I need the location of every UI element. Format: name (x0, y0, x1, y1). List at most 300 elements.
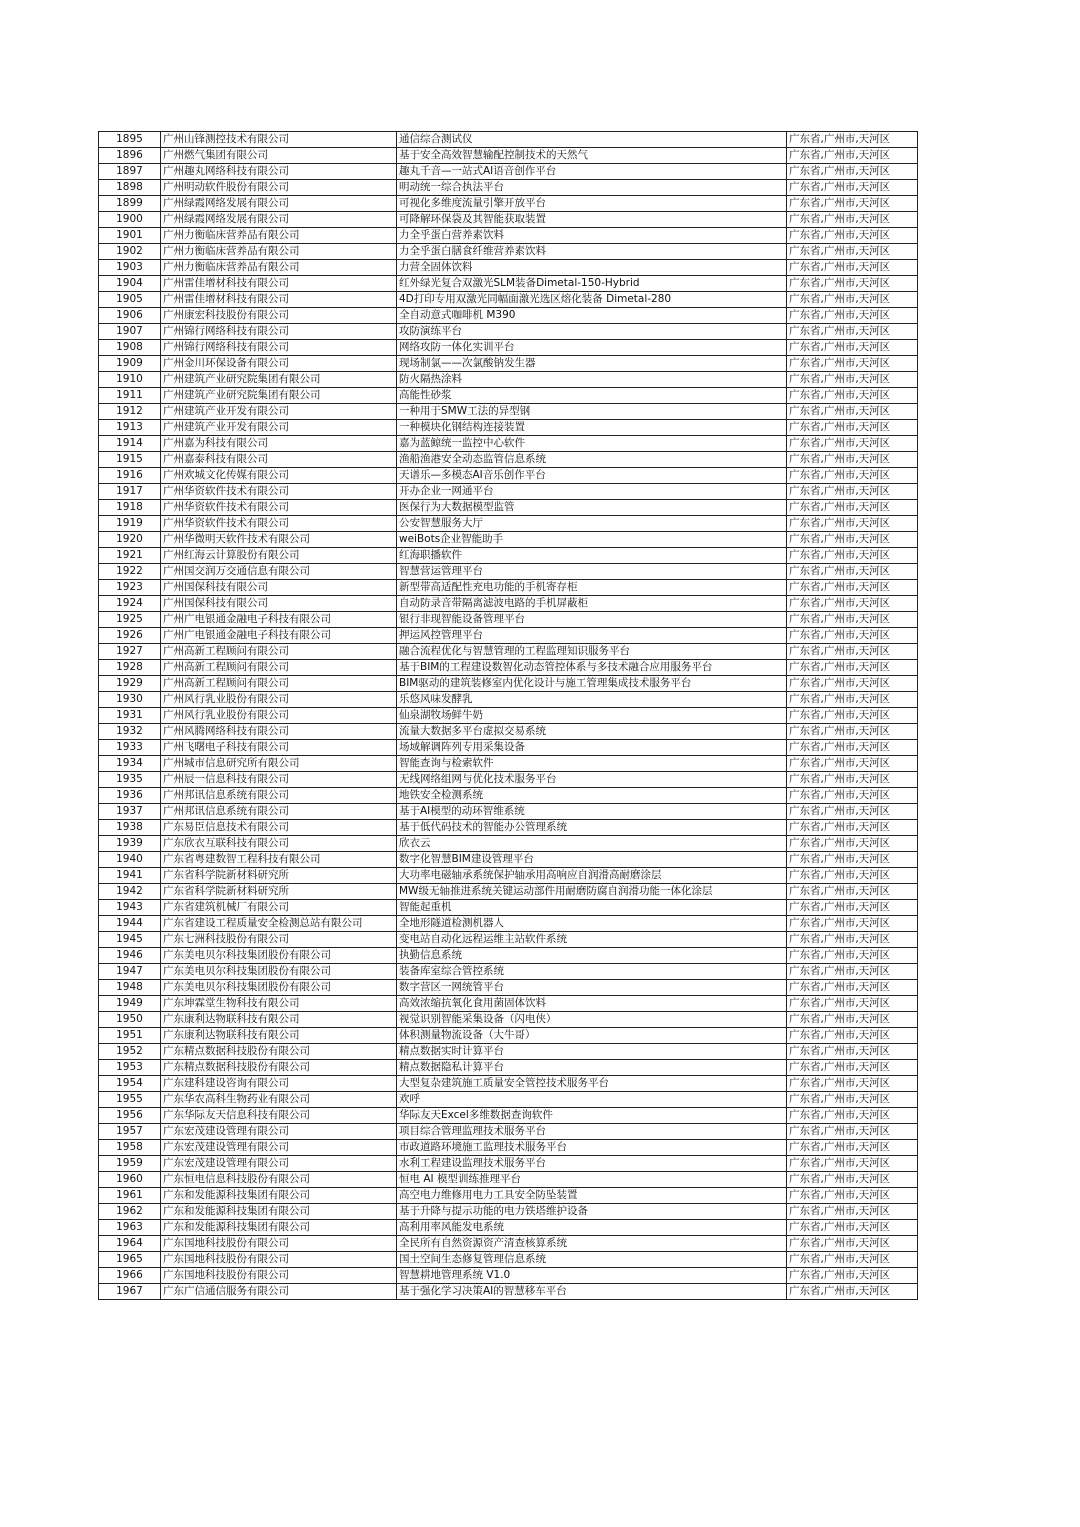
company-name-cell: 广东建科建设咨询有限公司 (161, 1076, 397, 1092)
table-row (99, 1252, 918, 1268)
product-name-cell: 乐悠风味发酵乳 (397, 692, 787, 708)
table-row (99, 1140, 918, 1156)
product-name-cell: 基于BIM的工程建设数智化动态管控体系与多技术融合应用服务平台 (397, 660, 787, 676)
row-number-cell: 1908 (99, 340, 161, 356)
region-cell: 广东省,广州市,天河区 (787, 324, 918, 340)
company-name-cell: 广州华资软件技术有限公司 (161, 516, 397, 532)
company-name-cell: 广州华资软件技术有限公司 (161, 500, 397, 516)
region-cell: 广东省,广州市,天河区 (787, 148, 918, 164)
product-name-cell: 天谱乐—多模态AI音乐创作平台 (397, 468, 787, 484)
row-number-cell: 1899 (99, 196, 161, 212)
product-name-cell: 智慧耕地管理系统 V1.0 (397, 1268, 787, 1284)
region-cell: 广东省,广州市,天河区 (787, 868, 918, 884)
row-number-cell: 1937 (99, 804, 161, 820)
table-row (99, 980, 918, 996)
row-number-cell: 1904 (99, 276, 161, 292)
product-name-cell: 恒电 AI 模型训练推理平台 (397, 1172, 787, 1188)
table-row (99, 1236, 918, 1252)
table-row (99, 996, 918, 1012)
region-cell: 广东省,广州市,天河区 (787, 788, 918, 804)
product-name-cell: 流量大数据多平台虚拟交易系统 (397, 724, 787, 740)
table-row (99, 1124, 918, 1140)
region-cell: 广东省,广州市,天河区 (787, 1028, 918, 1044)
region-cell: 广东省,广州市,天河区 (787, 420, 918, 436)
row-number-cell: 1910 (99, 372, 161, 388)
region-cell: 广东省,广州市,天河区 (787, 1172, 918, 1188)
company-name-cell: 广东精点数据科技股份有限公司 (161, 1044, 397, 1060)
product-name-cell: 一种用于SMW工法的异型钢 (397, 404, 787, 420)
company-name-cell: 广东康利达物联科技有限公司 (161, 1012, 397, 1028)
row-number-cell: 1913 (99, 420, 161, 436)
table-row (99, 388, 918, 404)
row-number-cell: 1938 (99, 820, 161, 836)
company-name-cell: 广东精点数据科技股份有限公司 (161, 1060, 397, 1076)
region-cell: 广东省,广州市,天河区 (787, 980, 918, 996)
region-cell: 广东省,广州市,天河区 (787, 948, 918, 964)
product-name-cell: 可视化多维度流量引擎开放平台 (397, 196, 787, 212)
row-number-cell: 1903 (99, 260, 161, 276)
product-name-cell: 执勤信息系统 (397, 948, 787, 964)
table-row (99, 1060, 918, 1076)
row-number-cell: 1934 (99, 756, 161, 772)
company-name-cell: 广东省粤建数智工程科技有限公司 (161, 852, 397, 868)
company-name-cell: 广东美电贝尔科技集团股份有限公司 (161, 980, 397, 996)
region-cell: 广东省,广州市,天河区 (787, 996, 918, 1012)
row-number-cell: 1923 (99, 580, 161, 596)
row-number-cell: 1960 (99, 1172, 161, 1188)
company-name-cell: 广州风腾网络科技有限公司 (161, 724, 397, 740)
company-name-cell: 广东欣衣互联科技有限公司 (161, 836, 397, 852)
company-name-cell: 广东康利达物联科技有限公司 (161, 1028, 397, 1044)
company-name-cell: 广州力衡临床营养品有限公司 (161, 260, 397, 276)
product-name-cell: 数字营区一网统管平台 (397, 980, 787, 996)
row-number-cell: 1929 (99, 676, 161, 692)
row-number-cell: 1898 (99, 180, 161, 196)
row-number-cell: 1936 (99, 788, 161, 804)
table-row (99, 612, 918, 628)
region-cell: 广东省,广州市,天河区 (787, 612, 918, 628)
region-cell: 广东省,广州市,天河区 (787, 1092, 918, 1108)
row-number-cell: 1897 (99, 164, 161, 180)
region-cell: 广东省,广州市,天河区 (787, 404, 918, 420)
company-name-cell: 广东易臣信息技术有限公司 (161, 820, 397, 836)
company-name-cell: 广东坤霖堂生物科技有限公司 (161, 996, 397, 1012)
row-number-cell: 1927 (99, 644, 161, 660)
table-row (99, 404, 918, 420)
row-number-cell: 1947 (99, 964, 161, 980)
table-row (99, 292, 918, 308)
row-number-cell: 1900 (99, 212, 161, 228)
region-cell: 广东省,广州市,天河区 (787, 1188, 918, 1204)
table-row (99, 772, 918, 788)
table-row (99, 916, 918, 932)
region-cell: 广东省,广州市,天河区 (787, 484, 918, 500)
region-cell: 广东省,广州市,天河区 (787, 916, 918, 932)
row-number-cell: 1957 (99, 1124, 161, 1140)
company-name-cell: 广州建筑产业开发有限公司 (161, 404, 397, 420)
table-row (99, 964, 918, 980)
region-cell: 广东省,广州市,天河区 (787, 500, 918, 516)
table-row (99, 564, 918, 580)
product-name-cell: 数字化智慧BIM建设管理平台 (397, 852, 787, 868)
row-number-cell: 1924 (99, 596, 161, 612)
region-cell: 广东省,广州市,天河区 (787, 516, 918, 532)
table-row (99, 788, 918, 804)
row-number-cell: 1950 (99, 1012, 161, 1028)
company-name-cell: 广州华微明天软件技术有限公司 (161, 532, 397, 548)
row-number-cell: 1956 (99, 1108, 161, 1124)
product-name-cell: 基于升降与提示功能的电力铁塔维护设备 (397, 1204, 787, 1220)
region-cell: 广东省,广州市,天河区 (787, 292, 918, 308)
company-name-cell: 广州力衡临床营养品有限公司 (161, 244, 397, 260)
product-name-cell: 大功率电磁轴承系统保护轴承用高响应自润滑高耐磨涂层 (397, 868, 787, 884)
table-row (99, 868, 918, 884)
region-cell: 广东省,广州市,天河区 (787, 388, 918, 404)
company-name-cell: 广州趣丸网络科技有限公司 (161, 164, 397, 180)
product-name-cell: 自动防录音带隔离滤波电路的手机屏蔽柜 (397, 596, 787, 612)
row-number-cell: 1926 (99, 628, 161, 644)
table-row (99, 132, 918, 148)
region-cell: 广东省,广州市,天河区 (787, 132, 918, 148)
company-name-cell: 广州雷佳增材科技有限公司 (161, 292, 397, 308)
row-number-cell: 1915 (99, 452, 161, 468)
row-number-cell: 1949 (99, 996, 161, 1012)
row-number-cell: 1943 (99, 900, 161, 916)
product-name-cell: 嘉为蓝鲸统一监控中心软件 (397, 436, 787, 452)
row-number-cell: 1909 (99, 356, 161, 372)
region-cell: 广东省,广州市,天河区 (787, 628, 918, 644)
table-row (99, 212, 918, 228)
product-name-cell: 智能查询与检索软件 (397, 756, 787, 772)
region-cell: 广东省,广州市,天河区 (787, 356, 918, 372)
row-number-cell: 1935 (99, 772, 161, 788)
product-name-cell: 装备库室综合管控系统 (397, 964, 787, 980)
region-cell: 广东省,广州市,天河区 (787, 1284, 918, 1300)
region-cell: 广东省,广州市,天河区 (787, 372, 918, 388)
region-cell: 广东省,广州市,天河区 (787, 804, 918, 820)
product-name-cell: 智慧营运管理平台 (397, 564, 787, 580)
region-cell: 广东省,广州市,天河区 (787, 180, 918, 196)
product-name-cell: 精点数据实时计算平台 (397, 1044, 787, 1060)
product-name-cell: 全自动意式咖啡机 M390 (397, 308, 787, 324)
table-row (99, 724, 918, 740)
region-cell: 广东省,广州市,天河区 (787, 708, 918, 724)
product-name-cell: 现场制氯——次氯酸钠发生器 (397, 356, 787, 372)
company-name-cell: 广州金川环保设备有限公司 (161, 356, 397, 372)
row-number-cell: 1967 (99, 1284, 161, 1300)
region-cell: 广东省,广州市,天河区 (787, 964, 918, 980)
company-name-cell: 广东华际友天信息科技有限公司 (161, 1108, 397, 1124)
region-cell: 广东省,广州市,天河区 (787, 308, 918, 324)
row-number-cell: 1932 (99, 724, 161, 740)
row-number-cell: 1966 (99, 1268, 161, 1284)
product-name-cell: 水利工程建设监理技术服务平台 (397, 1156, 787, 1172)
company-name-cell: 广州康宏科技股份有限公司 (161, 308, 397, 324)
table-row (99, 244, 918, 260)
product-name-cell: 国土空间生态修复管理信息系统 (397, 1252, 787, 1268)
row-number-cell: 1942 (99, 884, 161, 900)
row-number-cell: 1902 (99, 244, 161, 260)
company-name-cell: 广东国地科技股份有限公司 (161, 1252, 397, 1268)
product-name-cell: 4D打印专用双激光同幅面激光选区熔化装备 Dimetal-280 (397, 292, 787, 308)
company-name-cell: 广东恒电信息科技股份有限公司 (161, 1172, 397, 1188)
company-name-cell: 广东七洲科技股份有限公司 (161, 932, 397, 948)
region-cell: 广东省,广州市,天河区 (787, 900, 918, 916)
region-cell: 广东省,广州市,天河区 (787, 740, 918, 756)
region-cell: 广东省,广州市,天河区 (787, 548, 918, 564)
table-row (99, 164, 918, 180)
company-name-cell: 广东省科学院新材料研究所 (161, 884, 397, 900)
company-name-cell: 广州燃气集团有限公司 (161, 148, 397, 164)
product-name-cell: 高利用率风能发电系统 (397, 1220, 787, 1236)
company-name-cell: 广州辰一信息科技有限公司 (161, 772, 397, 788)
company-name-cell: 广州锦行网络科技有限公司 (161, 340, 397, 356)
product-name-cell: 高能性砂浆 (397, 388, 787, 404)
table-row (99, 260, 918, 276)
table-row (99, 660, 918, 676)
table-row (99, 1284, 918, 1300)
product-name-cell: 可降解环保袋及其智能获取装置 (397, 212, 787, 228)
row-number-cell: 1952 (99, 1044, 161, 1060)
company-name-cell: 广东美电贝尔科技集团股份有限公司 (161, 948, 397, 964)
product-name-cell: 力全乎蛋白营养素饮料 (397, 228, 787, 244)
region-cell: 广东省,广州市,天河区 (787, 884, 918, 900)
region-cell: 广东省,广州市,天河区 (787, 276, 918, 292)
product-name-cell: 全地形隧道检测机器人 (397, 916, 787, 932)
company-name-cell: 广州山锋测控技术有限公司 (161, 132, 397, 148)
company-name-cell: 广州广电银通金融电子科技有限公司 (161, 628, 397, 644)
table-row (99, 452, 918, 468)
company-name-cell: 广州明动软件股份有限公司 (161, 180, 397, 196)
row-number-cell: 1954 (99, 1076, 161, 1092)
region-cell: 广东省,广州市,天河区 (787, 756, 918, 772)
row-number-cell: 1906 (99, 308, 161, 324)
region-cell: 广东省,广州市,天河区 (787, 1044, 918, 1060)
company-name-cell: 广州高新工程顾问有限公司 (161, 644, 397, 660)
row-number-cell: 1962 (99, 1204, 161, 1220)
region-cell: 广东省,广州市,天河区 (787, 1124, 918, 1140)
table-row (99, 804, 918, 820)
row-number-cell: 1945 (99, 932, 161, 948)
company-name-cell: 广东和发能源科技集团有限公司 (161, 1204, 397, 1220)
product-name-cell: 力营全固体饮料 (397, 260, 787, 276)
region-cell: 广东省,广州市,天河区 (787, 772, 918, 788)
product-name-cell: 欣衣云 (397, 836, 787, 852)
region-cell: 广东省,广州市,天河区 (787, 1140, 918, 1156)
table-row (99, 516, 918, 532)
table-row (99, 372, 918, 388)
row-number-cell: 1930 (99, 692, 161, 708)
table-row (99, 580, 918, 596)
product-name-cell: 押运风控管理平台 (397, 628, 787, 644)
product-name-cell: 基于强化学习决策AI的智慧移车平台 (397, 1284, 787, 1300)
region-cell: 广东省,广州市,天河区 (787, 228, 918, 244)
product-name-cell: 无线网络组网与优化技术服务平台 (397, 772, 787, 788)
table-row (99, 324, 918, 340)
product-name-cell: 体积测量物流设备（大牛哥） (397, 1028, 787, 1044)
region-cell: 广东省,广州市,天河区 (787, 1108, 918, 1124)
row-number-cell: 1920 (99, 532, 161, 548)
company-name-cell: 广东省建筑机械厂有限公司 (161, 900, 397, 916)
company-name-cell: 广州嘉泰科技有限公司 (161, 452, 397, 468)
region-cell: 广东省,广州市,天河区 (787, 164, 918, 180)
table-row (99, 340, 918, 356)
product-name-cell: MW级无轴推进系统关键运动部件用耐磨防腐自润滑功能一体化涂层 (397, 884, 787, 900)
row-number-cell: 1914 (99, 436, 161, 452)
row-number-cell: 1928 (99, 660, 161, 676)
company-name-cell: 广州红海云计算股份有限公司 (161, 548, 397, 564)
row-number-cell: 1941 (99, 868, 161, 884)
product-name-cell: BIM驱动的建筑装修室内优化设计与施工管理集成技术服务平台 (397, 676, 787, 692)
company-name-cell: 广州高新工程顾问有限公司 (161, 676, 397, 692)
company-name-cell: 广州建筑产业研究院集团有限公司 (161, 388, 397, 404)
product-name-cell: 融合流程优化与智慧管理的工程监理知识服务平台 (397, 644, 787, 660)
row-number-cell: 1958 (99, 1140, 161, 1156)
region-cell: 广东省,广州市,天河区 (787, 1236, 918, 1252)
region-cell: 广东省,广州市,天河区 (787, 564, 918, 580)
region-cell: 广东省,广州市,天河区 (787, 596, 918, 612)
company-name-cell: 广州建筑产业研究院集团有限公司 (161, 372, 397, 388)
table-row (99, 468, 918, 484)
region-cell: 广东省,广州市,天河区 (787, 340, 918, 356)
product-name-cell: 银行非现智能设备管理平台 (397, 612, 787, 628)
product-name-cell: 视觉识别智能采集设备（闪电侠） (397, 1012, 787, 1028)
data-table (98, 131, 918, 1300)
region-cell: 广东省,广州市,天河区 (787, 1220, 918, 1236)
table-row (99, 1076, 918, 1092)
company-name-cell: 广州国保科技有限公司 (161, 580, 397, 596)
table-row (99, 676, 918, 692)
row-number-cell: 1922 (99, 564, 161, 580)
company-name-cell: 广东国地科技股份有限公司 (161, 1236, 397, 1252)
company-name-cell: 广东省建设工程质量安全检测总站有限公司 (161, 916, 397, 932)
company-name-cell: 广州飞曙电子科技有限公司 (161, 740, 397, 756)
table-row (99, 500, 918, 516)
company-name-cell: 广州雷佳增材科技有限公司 (161, 276, 397, 292)
row-number-cell: 1912 (99, 404, 161, 420)
company-name-cell: 广州国保科技有限公司 (161, 596, 397, 612)
row-number-cell: 1919 (99, 516, 161, 532)
company-name-cell: 广东美电贝尔科技集团股份有限公司 (161, 964, 397, 980)
table-row (99, 1204, 918, 1220)
product-name-cell: 通信综合测试仪 (397, 132, 787, 148)
region-cell: 广东省,广州市,天河区 (787, 676, 918, 692)
region-cell: 广东省,广州市,天河区 (787, 580, 918, 596)
product-name-cell: 欢呼 (397, 1092, 787, 1108)
row-number-cell: 1944 (99, 916, 161, 932)
table-row (99, 436, 918, 452)
table-row (99, 1028, 918, 1044)
table-row (99, 1044, 918, 1060)
product-name-cell: 华际友天Excel多维数据查询软件 (397, 1108, 787, 1124)
region-cell: 广东省,广州市,天河区 (787, 1076, 918, 1092)
region-cell: 广东省,广州市,天河区 (787, 244, 918, 260)
company-name-cell: 广州风行乳业股份有限公司 (161, 708, 397, 724)
company-name-cell: 广东宏茂建设管理有限公司 (161, 1140, 397, 1156)
region-cell: 广东省,广州市,天河区 (787, 1060, 918, 1076)
table-row (99, 852, 918, 868)
product-name-cell: 公安智慧服务大厅 (397, 516, 787, 532)
product-name-cell: 防火隔热涂料 (397, 372, 787, 388)
region-cell: 广东省,广州市,天河区 (787, 644, 918, 660)
region-cell: 广东省,广州市,天河区 (787, 820, 918, 836)
company-name-cell: 广州城市信息研究所有限公司 (161, 756, 397, 772)
table-row (99, 756, 918, 772)
row-number-cell: 1916 (99, 468, 161, 484)
region-cell: 广东省,广州市,天河区 (787, 852, 918, 868)
row-number-cell: 1959 (99, 1156, 161, 1172)
region-cell: 广东省,广州市,天河区 (787, 212, 918, 228)
region-cell: 广东省,广州市,天河区 (787, 1204, 918, 1220)
table-row (99, 644, 918, 660)
row-number-cell: 1931 (99, 708, 161, 724)
row-number-cell: 1925 (99, 612, 161, 628)
product-name-cell: 精点数据隐私计算平台 (397, 1060, 787, 1076)
region-cell: 广东省,广州市,天河区 (787, 836, 918, 852)
product-name-cell: 新型带高适配性充电功能的手机寄存柜 (397, 580, 787, 596)
product-name-cell: weiBots企业智能助手 (397, 532, 787, 548)
row-number-cell: 1955 (99, 1092, 161, 1108)
company-name-cell: 广东宏茂建设管理有限公司 (161, 1124, 397, 1140)
company-name-cell: 广州国交润万交通信息有限公司 (161, 564, 397, 580)
table-row (99, 532, 918, 548)
company-name-cell: 广州锦行网络科技有限公司 (161, 324, 397, 340)
region-cell: 广东省,广州市,天河区 (787, 1268, 918, 1284)
table-row (99, 180, 918, 196)
row-number-cell: 1896 (99, 148, 161, 164)
table-row (99, 196, 918, 212)
table-row (99, 1108, 918, 1124)
row-number-cell: 1901 (99, 228, 161, 244)
company-name-cell: 广州高新工程顾问有限公司 (161, 660, 397, 676)
row-number-cell: 1946 (99, 948, 161, 964)
company-name-cell: 广东广信通信服务有限公司 (161, 1284, 397, 1300)
product-name-cell: 地铁安全检测系统 (397, 788, 787, 804)
table-row (99, 1156, 918, 1172)
row-number-cell: 1964 (99, 1236, 161, 1252)
company-name-cell: 广州绿霞网络发展有限公司 (161, 196, 397, 212)
table-row (99, 1172, 918, 1188)
company-name-cell: 广州邦讯信息系统有限公司 (161, 804, 397, 820)
company-name-cell: 广州风行乳业股份有限公司 (161, 692, 397, 708)
product-name-cell: 一种模块化钢结构连接装置 (397, 420, 787, 436)
table-row (99, 276, 918, 292)
table-row (99, 1188, 918, 1204)
table-row (99, 948, 918, 964)
product-name-cell: 市政道路环境施工监理技术服务平台 (397, 1140, 787, 1156)
company-name-cell: 广州欢城文化传媒有限公司 (161, 468, 397, 484)
product-name-cell: 红海职播软件 (397, 548, 787, 564)
table-row (99, 932, 918, 948)
product-name-cell: 渔船渔港安全动态监管信息系统 (397, 452, 787, 468)
row-number-cell: 1965 (99, 1252, 161, 1268)
region-cell: 广东省,广州市,天河区 (787, 532, 918, 548)
product-name-cell: 基于AI模型的动环智维系统 (397, 804, 787, 820)
row-number-cell: 1940 (99, 852, 161, 868)
product-name-cell: 明动统一综合执法平台 (397, 180, 787, 196)
region-cell: 广东省,广州市,天河区 (787, 1252, 918, 1268)
region-cell: 广东省,广州市,天河区 (787, 1156, 918, 1172)
region-cell: 广东省,广州市,天河区 (787, 468, 918, 484)
region-cell: 广东省,广州市,天河区 (787, 196, 918, 212)
region-cell: 广东省,广州市,天河区 (787, 932, 918, 948)
table-row (99, 884, 918, 900)
company-name-cell: 广东国地科技股份有限公司 (161, 1268, 397, 1284)
product-name-cell: 高效浓缩抗氧化食用菌固体饮料 (397, 996, 787, 1012)
table-row (99, 148, 918, 164)
table-row (99, 356, 918, 372)
table-row (99, 1220, 918, 1236)
